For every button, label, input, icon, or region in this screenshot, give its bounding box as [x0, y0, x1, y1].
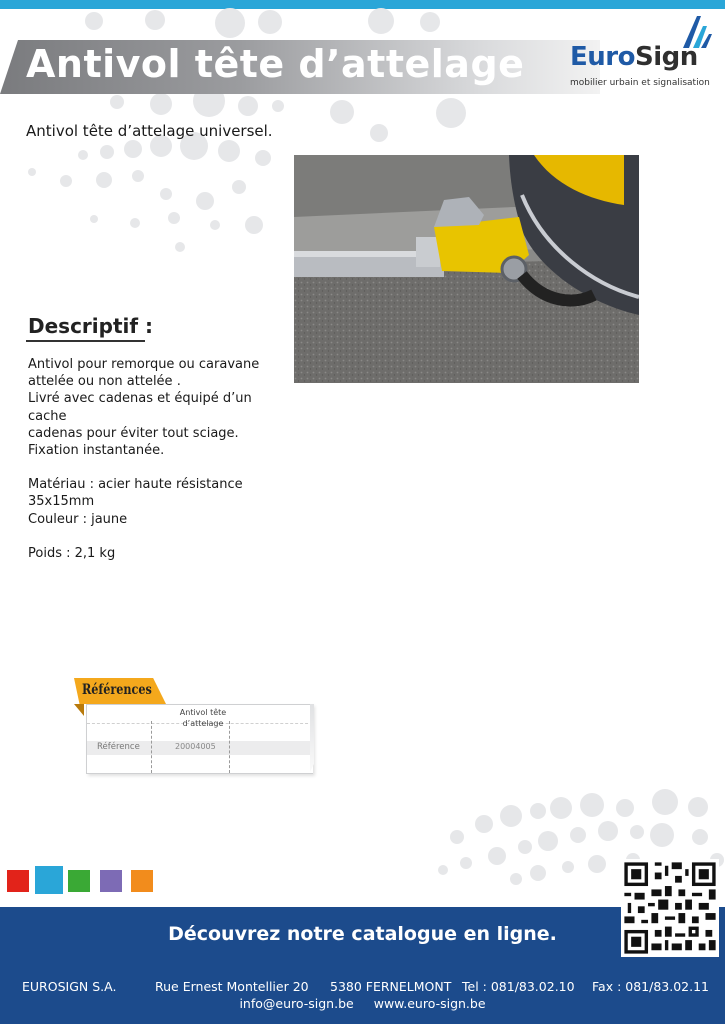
color-swatch-green — [68, 870, 90, 892]
catalogue-headline[interactable]: Découvrez notre catalogue en ligne. — [168, 923, 557, 945]
desc-line: attelée ou non attelée . — [28, 374, 181, 390]
desc-line: Poids : 2,1 kg — [28, 545, 116, 561]
descriptif-heading: Descriptif : — [28, 314, 154, 338]
description-body — [28, 356, 290, 562]
desc-spacer — [28, 459, 290, 476]
footer-city: 5380 FERNELMONT — [330, 979, 452, 994]
product-subtitle: Antivol tête d’attelage universel. — [26, 122, 273, 140]
color-swatch-red — [7, 870, 29, 892]
footer-tel: Tel : 081/83.02.10 — [462, 979, 575, 994]
desc-line: Antivol pour remorque ou caravane — [28, 357, 260, 372]
footer-contacts — [0, 996, 725, 1011]
logo-tagline: mobilier urbain et signalisation — [570, 78, 710, 88]
table-column-divider — [151, 721, 152, 773]
desc-line: cadenas pour éviter tout sciage. — [28, 425, 239, 441]
logo-euro: Euro — [570, 42, 635, 72]
qr-code-icon[interactable] — [621, 859, 719, 957]
color-swatch-orange — [131, 870, 153, 892]
table-column-divider — [229, 721, 230, 773]
references-table — [86, 704, 313, 774]
logo-sign: Sign — [634, 42, 698, 72]
footer-street: Rue Ernest Montellier 20 — [155, 979, 309, 994]
ref-tag-fold — [74, 704, 84, 716]
table-row-value: 20004005 — [175, 742, 216, 751]
references-block — [74, 678, 334, 778]
references-tag-label: Références — [82, 682, 152, 698]
footer-fax: Fax : 081/83.02.11 — [592, 979, 709, 994]
footer-email-link[interactable]: info@euro-sign.be — [239, 996, 354, 1011]
table-page-curl — [310, 704, 314, 772]
descriptif-underline — [26, 340, 145, 342]
table-column-header: Antivol tête d’attelage — [179, 708, 227, 728]
desc-line: 35x15mm — [28, 494, 95, 510]
page-title: Antivol tête d’attelage — [26, 42, 525, 86]
desc-spacer — [28, 528, 290, 545]
desc-line: Livré avec cadenas et équipé d’un cache — [28, 391, 252, 424]
eurosign-logo[interactable] — [568, 12, 718, 92]
table-row-label: Référence — [97, 742, 140, 752]
desc-line: Matériau : acier haute résistance — [28, 477, 243, 493]
color-swatch-purple — [100, 870, 122, 892]
logo-wordmark — [570, 42, 698, 72]
desc-line: Couleur : jaune — [28, 511, 128, 527]
product-photo-image — [294, 155, 639, 383]
desc-line: Fixation instantanée. — [28, 443, 165, 459]
color-swatch-blue — [35, 866, 63, 894]
footer-website-link[interactable]: www.euro-sign.be — [373, 996, 486, 1011]
footer-company: EUROSIGN S.A. — [22, 979, 117, 994]
